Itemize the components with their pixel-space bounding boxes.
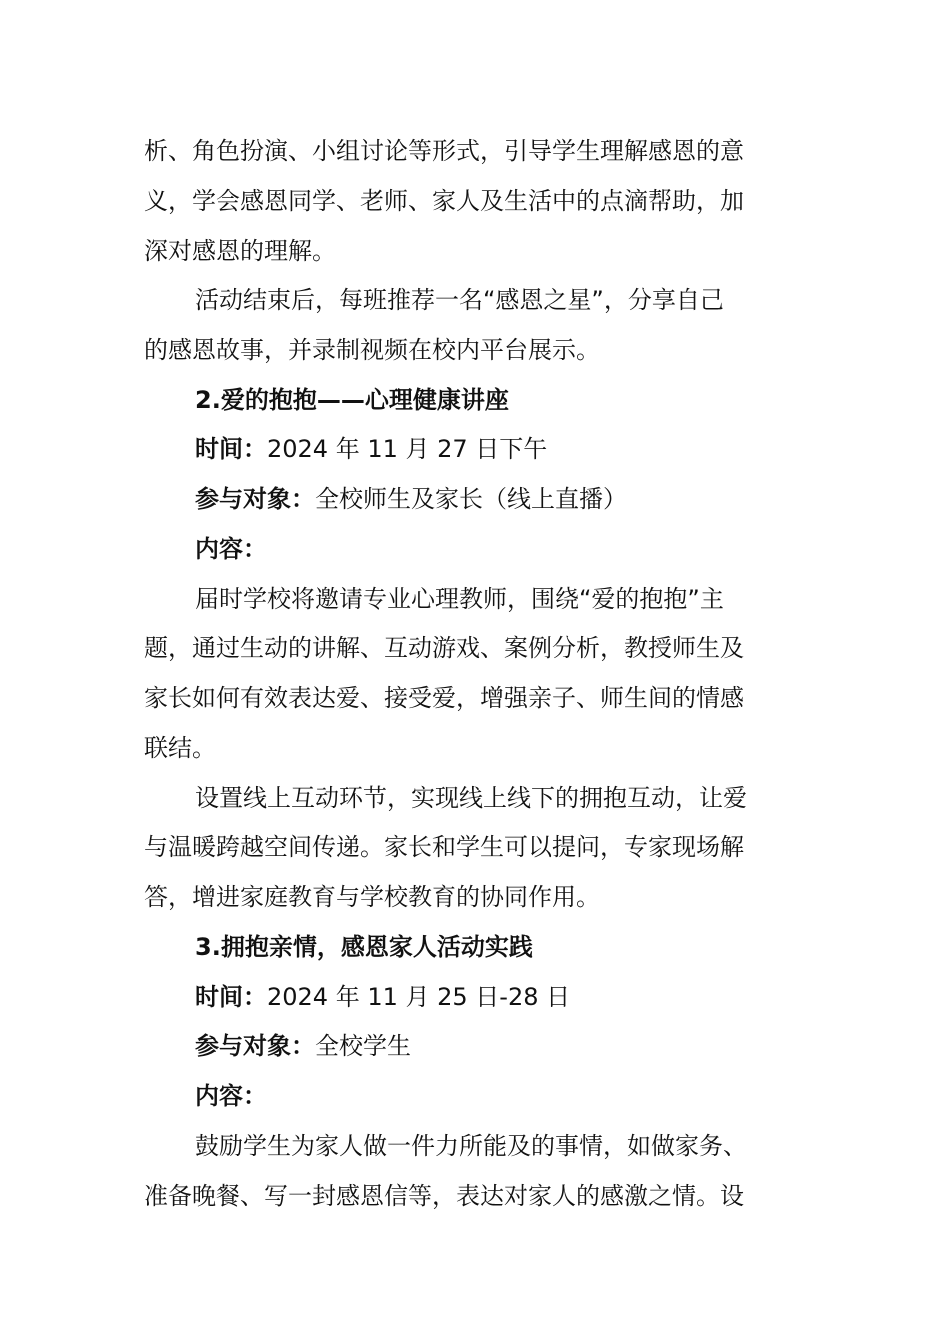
body-text-line: 届时学校将邀请专业心理教师，围绕“爱的抱抱”主 <box>195 585 724 613</box>
body-text-line: 活动结束后，每班推荐一名“感恩之星”，分享自己 <box>195 286 724 314</box>
time-row <box>195 977 570 1017</box>
time-label: 时间： <box>195 983 267 1011</box>
body-text-line: 义，学会感恩同学、老师、家人及生活中的点滴帮助，加 <box>144 187 744 215</box>
body-text-line: 析、角色扮演、小组讨论等形式，引导学生理解感恩的意 <box>144 137 744 165</box>
body-text-line: 答，增进家庭教育与学校教育的协同作用。 <box>144 883 600 911</box>
participants-label: 参与对象： <box>195 1032 315 1060</box>
section-heading: 2.爱的抱抱——心理健康讲座 <box>195 386 509 414</box>
body-text-line: 的感恩故事，并录制视频在校内平台展示。 <box>144 336 600 364</box>
body-text-line: 题，通过生动的讲解、互动游戏、案例分析，教授师生及 <box>144 634 744 662</box>
body-text-line: 家长如何有效表达爱、接受爱，增强亲子、师生间的情感 <box>144 684 744 712</box>
participants-value: 全校师生及家长（线上直播） <box>315 485 627 513</box>
body-text-line: 联结。 <box>144 734 216 762</box>
participants-label: 参与对象： <box>195 485 315 513</box>
content-label: 内容： <box>195 1082 267 1110</box>
time-value: 2024 年 11 月 27 日下午 <box>267 435 548 463</box>
body-text-line: 与温暖跨越空间传递。家长和学生可以提问，专家现场解 <box>144 833 744 861</box>
content-label: 内容： <box>195 535 267 563</box>
time-row <box>195 429 547 469</box>
section-heading: 3.拥抱亲情，感恩家人活动实践 <box>195 933 533 961</box>
participants-row <box>195 479 627 519</box>
body-text-line: 设置线上互动环节，实现线上线下的拥抱互动，让爱 <box>195 784 747 812</box>
body-text-line: 鼓励学生为家人做一件力所能及的事情，如做家务、 <box>195 1132 747 1160</box>
participants-value: 全校学生 <box>315 1032 411 1060</box>
time-value: 2024 年 11 月 25 日-28 日 <box>267 983 571 1011</box>
time-label: 时间： <box>195 435 267 463</box>
body-text-line: 深对感恩的理解。 <box>144 237 336 265</box>
body-text-line: 准备晚餐、写一封感恩信等，表达对家人的感激之情。设 <box>144 1182 744 1210</box>
participants-row <box>195 1026 411 1066</box>
